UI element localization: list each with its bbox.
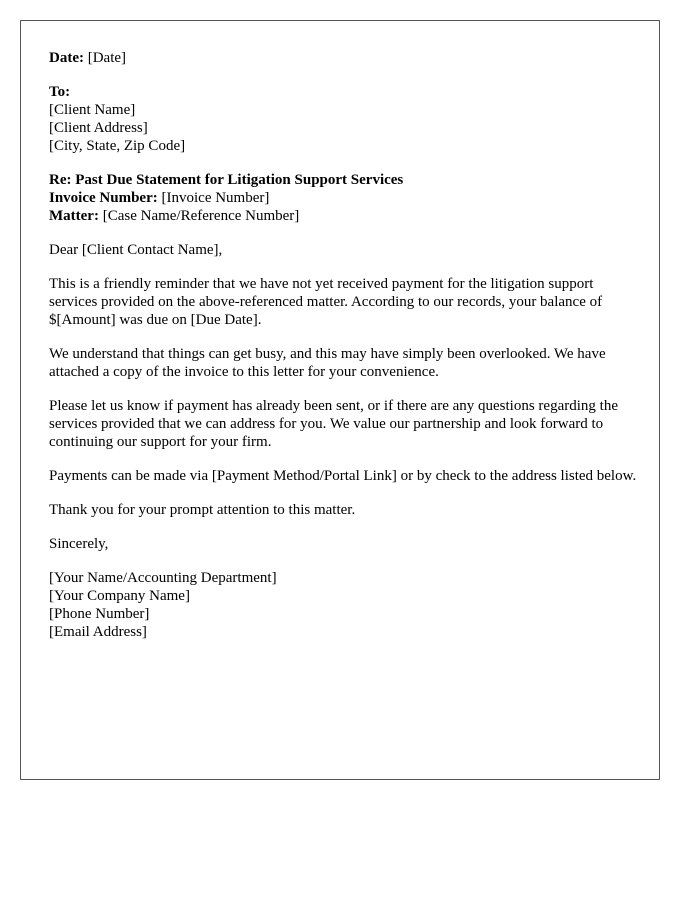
matter-label: Matter:: [49, 208, 99, 224]
salutation: [49, 241, 639, 259]
reference-block: [49, 171, 639, 225]
closing: [49, 535, 639, 553]
body-paragraph: [49, 501, 639, 519]
recipient-label: To:: [49, 84, 71, 100]
signature-email: [Email Address]: [49, 624, 147, 640]
salutation-text: Dear [Client Contact Name],: [49, 242, 223, 258]
letter-page: [20, 20, 660, 780]
matter-line: [49, 207, 639, 225]
signature-block: [49, 569, 639, 641]
subject-line: Re: Past Due Statement for Litigation Support Services: [49, 172, 404, 188]
signature-name: [Your Name/Accounting Department]: [49, 570, 277, 586]
invoice-line: [49, 189, 639, 207]
body-paragraph: [49, 467, 639, 485]
signature-company: [Your Company Name]: [49, 588, 190, 604]
body-paragraph: [49, 275, 639, 329]
recipient-name: [Client Name]: [49, 102, 136, 118]
recipient-city-state-zip: [City, State, Zip Code]: [49, 138, 186, 154]
invoice-value: [Invoice Number]: [157, 190, 270, 206]
paragraph-questions: Please let us know if payment has already been sent, or if there are any questions regarding the services provided that we can address for you. We value our partnership and look forward to continuing our support for your firm.: [49, 398, 618, 450]
date-label: Date:: [49, 50, 84, 66]
recipient-address: [Client Address]: [49, 120, 148, 136]
date-line: [49, 49, 639, 67]
body-paragraph: [49, 397, 639, 451]
letter-content: [49, 49, 639, 657]
paragraph-payment-method: Payments can be made via [Payment Method/Portal Link] or by check to the address listed below.: [49, 468, 637, 484]
body-paragraph: [49, 345, 639, 381]
paragraph-thanks: Thank you for your prompt attention to this matter.: [49, 502, 356, 518]
invoice-label: Invoice Number:: [49, 190, 158, 206]
closing-text: Sincerely,: [49, 536, 109, 552]
signature-phone: [Phone Number]: [49, 606, 150, 622]
date-value: [Date]: [83, 50, 127, 66]
paragraph-overlooked: We understand that things can get busy, and this may have simply been overlooked. We have attached a copy of the invoice to this letter for your convenience.: [49, 346, 606, 380]
recipient-block: [49, 83, 639, 155]
matter-value: [Case Name/Reference Number]: [98, 208, 300, 224]
paragraph-reminder: This is a friendly reminder that we have not yet received payment for the litigation support services provided on the above-referenced matter. According to our records, your balance of $[Amount] was due on [Due Date].: [49, 276, 603, 328]
